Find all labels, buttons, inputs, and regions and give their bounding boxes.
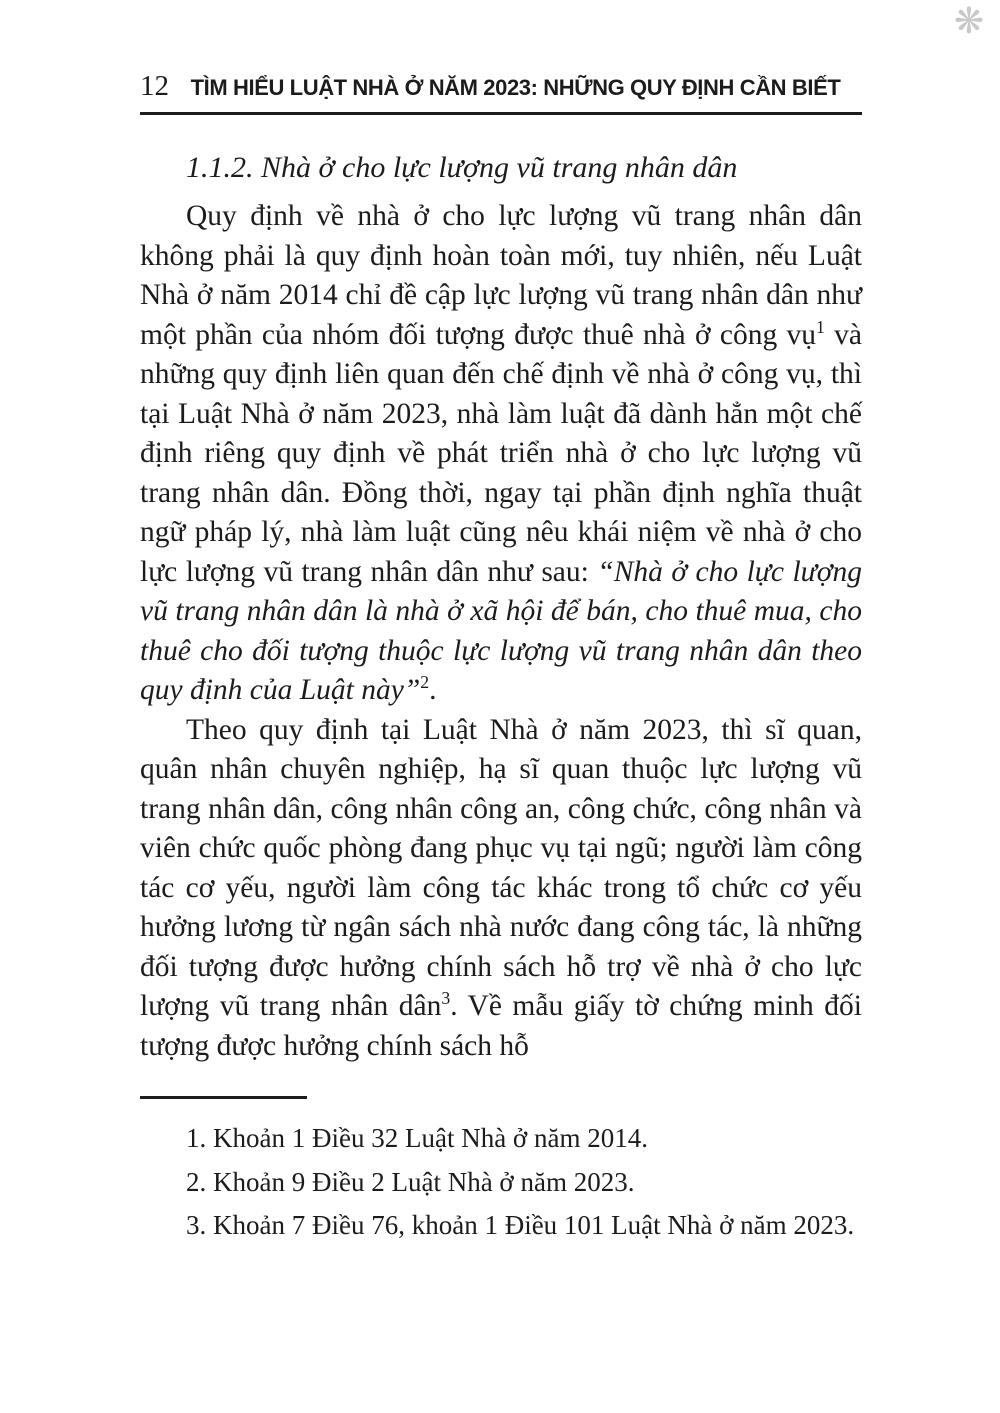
section-heading: 1.1.2. Nhà ở cho lực lượng vũ trang nhân dân bbox=[186, 151, 738, 184]
paragraph bbox=[140, 711, 862, 1067]
running-title: TÌM HIỂU LUẬT NHÀ Ở NĂM 2023: NHỮNG QUY ĐỊNH CẦN BIẾT bbox=[190, 75, 841, 100]
paragraph bbox=[140, 197, 862, 711]
footnote-ref: 1 bbox=[816, 316, 825, 337]
quoted-definition: “Nhà ở cho lực lượng vũ trang nhân dân là nhà ở xã hội để bán, cho thuê mua, cho thuê cho đối tượng thuộc lực lượng vũ trang nhân dân theo quy định của Luật này” bbox=[140, 555, 862, 706]
footnote-separator bbox=[140, 1096, 307, 1099]
running-head bbox=[140, 70, 862, 115]
footnote-1: 1. Khoản 1 Điều 32 Luật Nhà ở năm 2014. bbox=[186, 1123, 648, 1153]
page-content bbox=[140, 70, 862, 1248]
text-segment: và những quy định liên quan đến chế định về nhà ở công vụ, thì tại Luật Nhà ở năm 2023, nhà làm luật đã dành hẳn một chế định riêng quy định về phát triển nhà ở cho lực lượng vũ trang nhân dân. Đồng thời, ngay tại phần định nghĩa thuật ngữ pháp lý, nhà làm luật cũng nêu khái niệm về nhà ở cho lực lượng vũ trang nhân dân như sau: bbox=[140, 318, 863, 588]
flower-ornament-icon: ❋ bbox=[953, 1, 984, 42]
text-segment: Quy định về nhà ở cho lực lượng vũ trang nhân dân không phải là quy định hoàn toàn mới, tuy nhiên, nếu Luật Nhà ở năm 2014 chỉ đề cập lực lượng vũ trang nhân dân như một phần của nhóm đối tượng được thuê nhà ở công vụ bbox=[140, 200, 862, 351]
text-segment: Theo quy định tại Luật Nhà ở năm 2023, thì sĩ quan, quân nhân chuyên nghiệp, hạ sĩ quan thuộc lực lượng vũ trang nhân dân, công nhân công an, công chức, công nhân và viên chức quốc phòng đang phục vụ tại ngũ; người làm công tác cơ yếu, người làm công tác khác trong tổ chức cơ yếu hưởng lương từ ngân sách nhà nước đang công tác, là những đối tượng được hưởng chính sách hỗ trợ về nhà ở cho lực lượng vũ trang nhân dân bbox=[140, 713, 862, 1022]
text-segment: . Về mẫu giấy tờ chứng minh đối tượng được hưởng chính sách hỗ bbox=[140, 990, 862, 1062]
footnote-2: 2. Khoản 9 Điều 2 Luật Nhà ở năm 2023. bbox=[186, 1166, 635, 1197]
body-paragraphs bbox=[140, 197, 862, 1066]
footnote-3: 3. Khoản 7 Điều 76, khoản 1 Điều 101 Luật Nhà ở năm 2023. bbox=[186, 1210, 855, 1240]
footnote-ref: 2 bbox=[420, 672, 430, 693]
text-segment: . bbox=[429, 674, 437, 706]
footnote-ref: 3 bbox=[441, 988, 451, 1009]
page-number: 12 bbox=[140, 70, 169, 102]
footnotes bbox=[140, 1117, 862, 1248]
